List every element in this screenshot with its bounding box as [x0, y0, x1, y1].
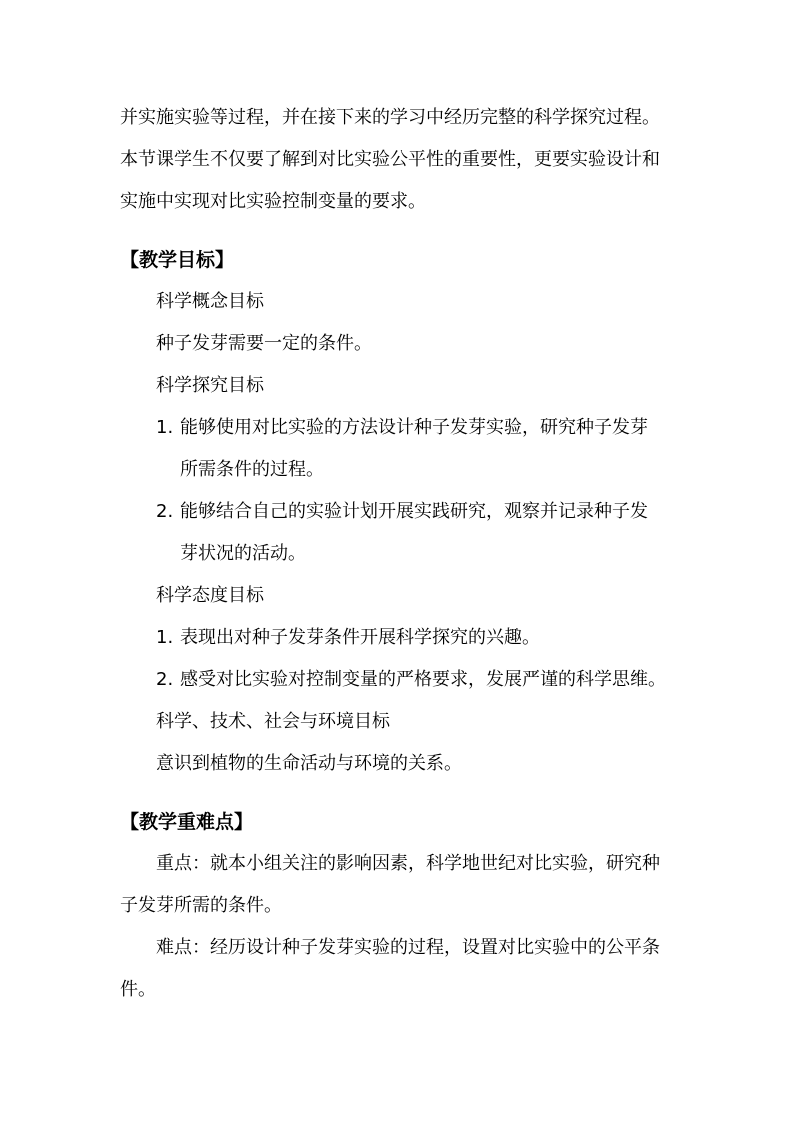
stse-text: 意识到植物的生命活动与环境的关系。	[156, 753, 462, 774]
inquiry-item-2	[156, 500, 648, 524]
attitude-item-2	[156, 668, 666, 692]
difficult-point-line-2: 件。	[120, 979, 156, 1000]
key-point-line-2: 子发芽所需的条件。	[120, 895, 282, 916]
intro-line-3: 实施中实现对比实验控制变量的要求。	[120, 191, 426, 212]
list-number: 2.	[156, 669, 174, 690]
inquiry-item-1-line-1: 能够使用对比实验的方法设计种子发芽实验，研究种子发芽	[180, 417, 648, 438]
attitude-item-2-text: 感受对比实验对控制变量的严格要求，发展严谨的科学思维。	[180, 669, 666, 690]
attitude-title: 科学态度目标	[156, 585, 264, 606]
key-point-line-1: 重点：就本小组关注的影响因素，科学地世纪对比实验，研究种	[156, 853, 660, 874]
attitude-item-1-text: 表现出对种子发芽条件开展科学探究的兴趣。	[180, 627, 540, 648]
intro-line-2: 本节课学生不仅要了解到对比实验公平性的重要性，更要实验设计和	[120, 149, 660, 170]
keypoints-heading: 【教学重难点】	[120, 811, 254, 833]
objectives-heading: 【教学目标】	[120, 249, 235, 271]
attitude-item-1	[156, 626, 540, 650]
intro-line-1: 并实施实验等过程，并在接下来的学习中经历完整的科学探究过程。	[120, 107, 660, 128]
list-number: 2.	[156, 501, 174, 522]
inquiry-item-1-line-2: 所需条件的过程。	[180, 459, 324, 480]
concept-text: 种子发芽需要一定的条件。	[156, 333, 372, 354]
inquiry-item-2-line-2: 芽状况的活动。	[180, 543, 306, 564]
difficult-point-line-1: 难点：经历设计种子发芽实验的过程，设置对比实验中的公平条	[156, 937, 660, 958]
concept-title: 科学概念目标	[156, 291, 264, 312]
inquiry-item-2-line-1: 能够结合自己的实验计划开展实践研究，观察并记录种子发	[180, 501, 648, 522]
inquiry-title: 科学探究目标	[156, 375, 264, 396]
inquiry-item-1	[156, 416, 648, 440]
list-number: 1.	[156, 627, 174, 648]
stse-title: 科学、技术、社会与环境目标	[156, 711, 390, 732]
list-number: 1.	[156, 417, 174, 438]
